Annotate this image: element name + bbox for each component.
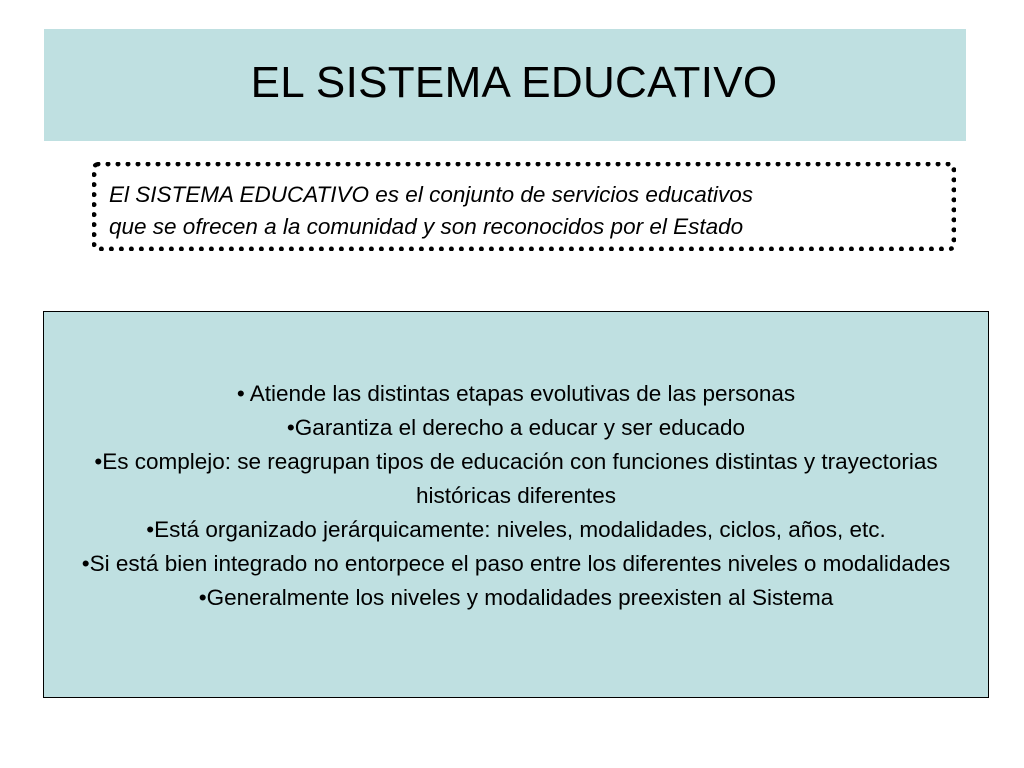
definition-box: [92, 162, 956, 251]
feature-item: •Generalmente los niveles y modalidades preexisten al Sistema: [198, 584, 834, 610]
feature-item: •Garantiza el derecho a educar y ser educado: [286, 414, 746, 440]
definition-line-1: El SISTEMA EDUCATIVO es el conjunto de servicios educativos: [109, 182, 753, 207]
definition-line-2: que se ofrecen a la comunidad y son reconocidos por el Estado: [109, 214, 744, 239]
title-banner: [44, 29, 966, 141]
feature-item: •Si está bien integrado no entorpece el paso entre los diferentes niveles o modalidades: [81, 550, 951, 576]
feature-item: •Está organizado jerárquicamente: niveles, modalidades, ciclos, años, etc.: [146, 516, 886, 542]
features-box: [43, 311, 989, 698]
feature-item: •Es complejo: se reagrupan tipos de educación con funciones distintas y trayectorias históricas diferentes: [94, 448, 938, 508]
feature-item: • Atiende las distintas etapas evolutivas de las personas: [236, 380, 796, 406]
slide-title: EL SISTEMA EDUCATIVO: [250, 58, 778, 107]
